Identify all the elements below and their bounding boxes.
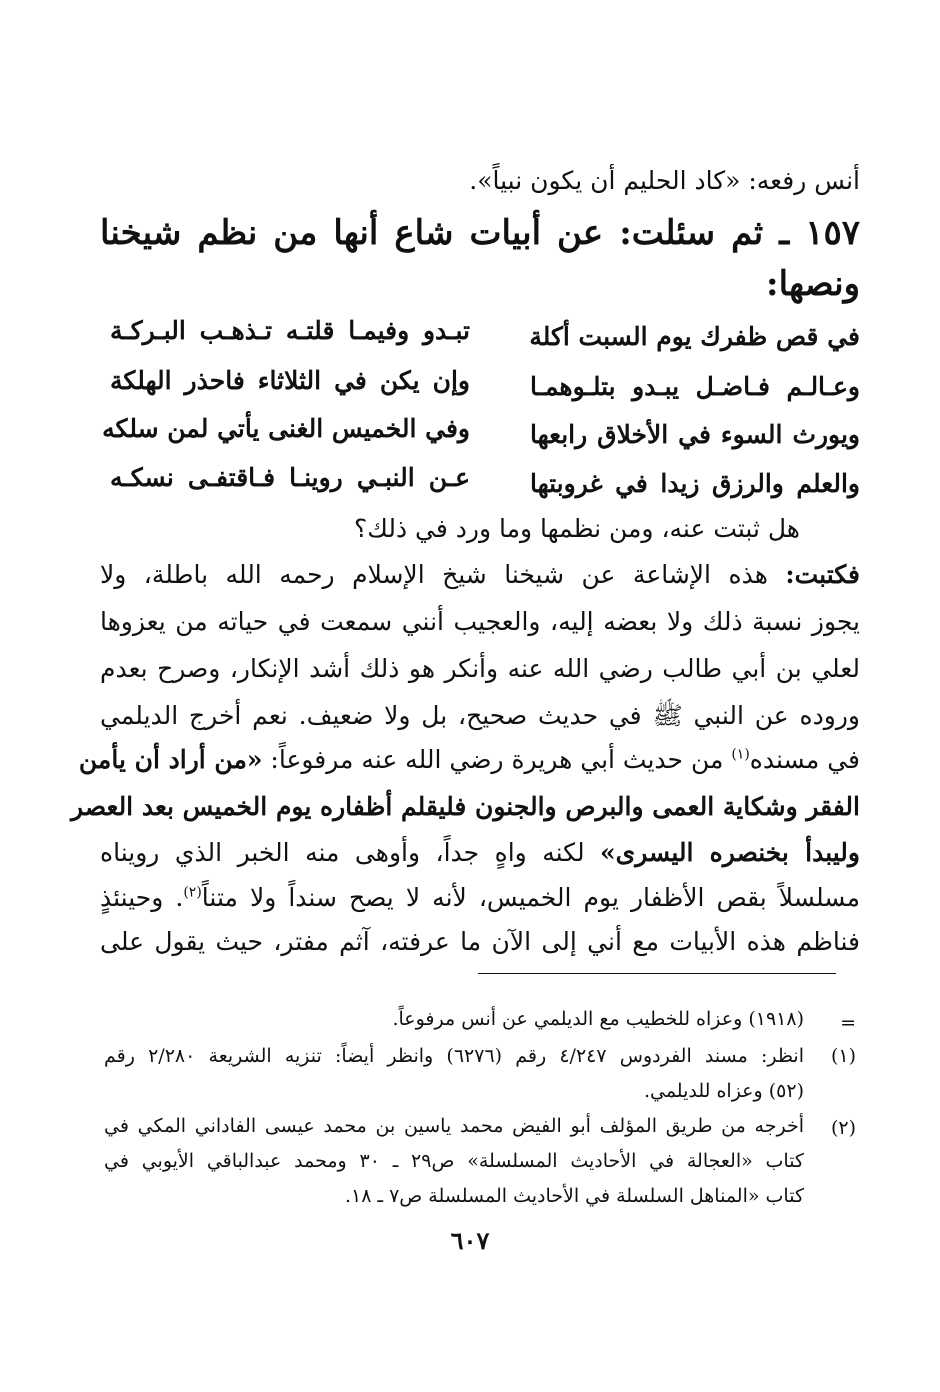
verse-hemistich-right: ويورث السوء في الأخلاق رابعها	[530, 420, 860, 449]
answer-line	[100, 883, 860, 912]
verse-hemistich-right: والعلم والرزق زيدا في غروبتها	[530, 469, 860, 498]
footnote-text: (٥٢) وعزاه للديلمي.	[643, 1080, 804, 1102]
verse-hemistich-left: تبـدو وفيمـا قلتـه تـذهـب البـركـة	[110, 316, 470, 345]
answer-line	[100, 560, 860, 589]
footnote-text: (١٩١٨) وعزاه للخطيب مع الديلمي عن أنس مرفوعاً.	[392, 1008, 804, 1030]
question-heading-continued: ونصها:	[766, 264, 860, 304]
footnote-text: انظر: مسند الفردوس ٤/٢٤٧ رقم (٦٢٧٦) وانظر أيضاً: تنزيه الشريعة ٢/٢٨٠ رقم	[104, 1045, 804, 1067]
footnote-number: (١)	[830, 1045, 856, 1067]
footnote-separator	[478, 973, 836, 974]
footnote-number: (٢)	[830, 1117, 856, 1139]
footnote-continuation-marker: =	[840, 1012, 856, 1034]
footnote-ref[interactable]: (١)	[731, 746, 750, 763]
verse-hemistich-left: عـن النبـي روينـا فـاقتفـى نسكـه	[110, 463, 470, 492]
answer-line: وروده عن النبي ﷺ في حديث صحيح، بل ولا ضعيف. نعم أخرج الديلمي	[100, 701, 860, 730]
question-text: هل ثبتت عنه، ومن نظمها وما ورد في ذلك؟	[353, 514, 800, 543]
answer-text: . وحينئذٍ	[100, 883, 184, 912]
verse-hemistich-left: وفي الخميس الغنى يأتي لمن سلكه	[102, 414, 470, 443]
hadith-quote: وليبدأ بخنصره اليسرى»	[600, 838, 860, 867]
verse-hemistich-left: وإن يكن في الثلاثاء فاحذر الهلكة	[110, 366, 470, 395]
answer-line: يجوز نسبة ذلك ولا بعضه إليه، والعجيب أنني سمعت في حياته من يعزوها	[100, 607, 860, 636]
answer-line: فناظم هذه الأبيات مع أني إلى الآن ما عرفته، آثم مفتر، حيث يقول على	[100, 927, 860, 956]
question-heading: ١٥٧ ـ ثم سئلت: عن أبيات شاع أنها من نظم شيخنا	[100, 213, 860, 253]
hadith-quote: الفقر وشكاية العمى والبرص والجنون فليقلم أظفاره يوم الخميس بعد العصر	[71, 792, 860, 821]
footnote-ref[interactable]: (٢)	[183, 884, 202, 901]
verse-hemistich-right: في قص ظفرك يوم السبت أكلة	[529, 322, 860, 351]
answer-text: هذه الإشاعة عن شيخنا شيخ الإسلام رحمه الله باطلة، ولا	[100, 560, 768, 589]
verse-hemistich-right: وعـالـم فـاضـل يبـدو بتلـوهمـا	[530, 372, 860, 401]
page-number: ٦٠٧	[450, 1226, 490, 1255]
answer-line: لعلي بن أبي طالب رضي الله عنه وأنكر هو ذلك أشد الإنكار، وصرح بعدم	[100, 654, 860, 683]
hadith-quote: «من أراد أن يأمن	[78, 745, 263, 774]
footnote-text: كتاب «العجالة في الأحاديث المسلسلة» ص٢٩ ـ ٣٠ ومحمد عبدالباقي الأيوبي في	[104, 1150, 804, 1172]
answer-text: مسلسلاً بقص الأظفار يوم الخميس، لأنه لا يصح سنداً ولا متناً	[201, 883, 860, 912]
answer-line	[100, 838, 860, 867]
answer-text: من حديث أبي هريرة رضي الله عنه مرفوعاً:	[262, 745, 732, 774]
answer-lead: فكتبت:	[785, 560, 860, 589]
footnote-text: أخرجه من طريق المؤلف أبو الفيض محمد ياسين بن محمد عيسى الفاداني المكي في	[104, 1115, 804, 1137]
answer-text: لكنه واهٍ جداً، وأوهى منه الخبر الذي رويناه	[100, 838, 601, 867]
answer-text: في مسنده	[749, 745, 860, 774]
body-line: أنس رفعه: «كاد الحليم أن يكون نبياً».	[469, 166, 860, 195]
answer-line	[78, 745, 860, 774]
footnote-text: كتاب «المناهل السلسلة في الأحاديث المسلسلة ص٧ ـ ١٨.	[344, 1185, 804, 1207]
